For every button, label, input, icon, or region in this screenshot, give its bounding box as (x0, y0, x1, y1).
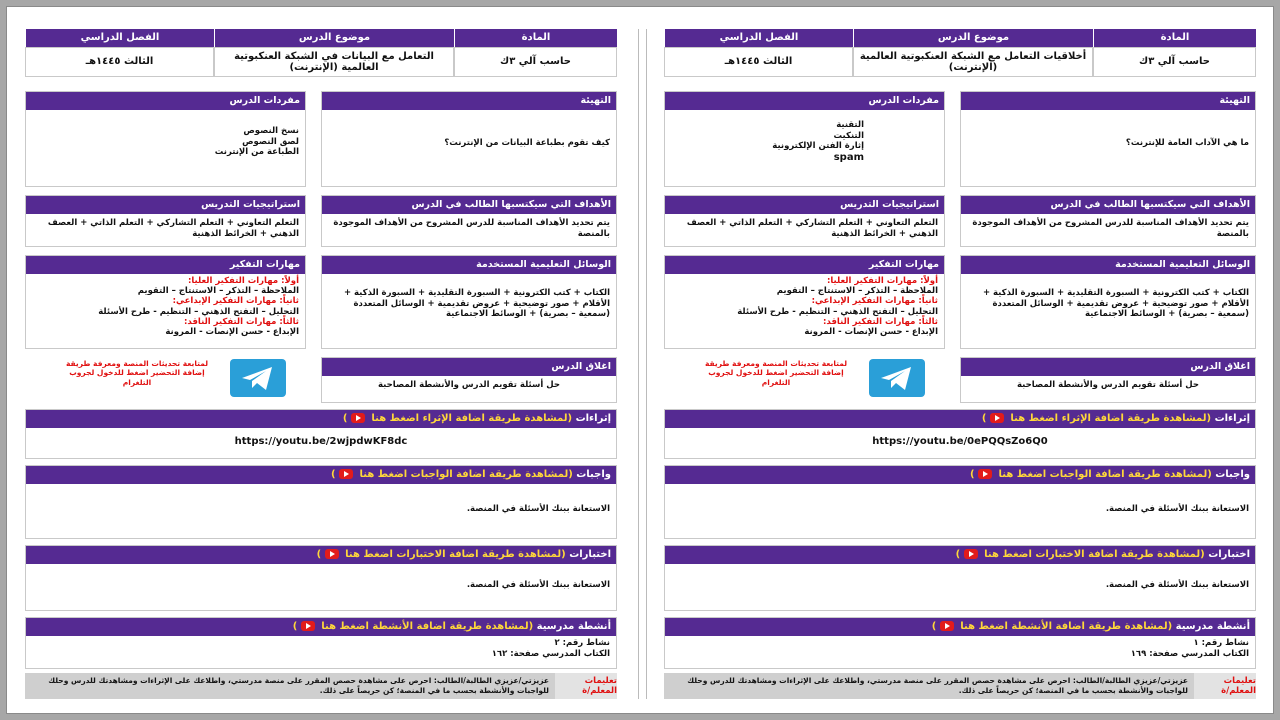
enrichment-box (664, 409, 1256, 459)
subject-header: المادة (454, 29, 617, 47)
aids-title: الوسائل التعليمية المستخدمة (322, 256, 616, 274)
objectives-title: الأهداف التي سيكتسبها الطالب في الدرس (961, 196, 1255, 214)
youtube-icon[interactable] (301, 621, 315, 631)
topic-value: أخلاقيات التعامل مع الشبكة العنكبوتية العالمية (الإنترنت) (853, 47, 1093, 77)
thinking-text (665, 274, 944, 341)
thinking-text (26, 274, 305, 341)
homework-link[interactable]: (لمشاهدة طريقة اضافة الواجبات اضغط هنا (998, 469, 1212, 480)
closing-box (321, 357, 617, 403)
thinking-box (664, 255, 945, 349)
activities-title: أنشطة مدرسية (لمشاهدة طريقة اضافة الأنشطة اضغط هنا ) (665, 618, 1255, 636)
thinking-line: التحليل – التفتح الذهني – التنظيم - طرح الأسئلة (737, 306, 938, 317)
tests-box (664, 545, 1256, 611)
thinking-heading: ثانياً: مهارات التفكير الإبداعي: (172, 296, 299, 307)
strategies-title: استراتيجيات التدريس (665, 196, 944, 214)
enrichment-title: إثراءات (لمشاهدة طريقة اضافة الإثراء اضغط هنا ) (665, 410, 1255, 428)
youtube-icon[interactable] (964, 549, 978, 559)
vocab-item: التنكيت (833, 130, 864, 141)
homework-label: واجبات (1215, 469, 1250, 480)
teacher-notes-label: تعليمات المعلم/ة (1194, 673, 1256, 699)
teacher-notes-text: عزيزتي/عزيزي الطالبة/الطالب: احرص على مشاهدة حصص المقرر على منصة مدرستي، واطلاعك على الإثراءات ومشاهدتك للدرس وحلك للواجبات والأنشطة بحسب ما في المنصة؛ كن حريصاً على ذلك. (664, 673, 1194, 699)
vocab-item: الطباعة من الإنترنت (214, 147, 299, 158)
tests-text: الاستعانة ببنك الأسئلة في المنصة. (1105, 580, 1249, 590)
warmup-box (321, 91, 617, 187)
strategies-text: التعلم التعاوني + التعلم التشاركي + التعلم الذاتي + العصف الذهني + الخرائط الذهنية (686, 218, 938, 239)
thinking-heading: أولاً: مهارات التفكير العليا: (187, 276, 299, 286)
lesson-page-left (25, 29, 617, 699)
vocab-item: نسخ النصوص (243, 126, 299, 136)
teacher-notes-text: عزيزتي/عزيزي الطالبة/الطالب: احرص على مشاهدة حصص المقرر على منصة مدرستي، واطلاعك على الإثراءات ومشاهدتك للدرس وحلك للواجبات والأنشطة بحسب ما في المنصة؛ كن حريصاً على ذلك. (25, 673, 555, 699)
thinking-heading: ثانياً: مهارات التفكير الإبداعي: (811, 296, 938, 307)
activity-number: نشاط رقم: ٢ (554, 638, 610, 648)
vocab-list (26, 110, 305, 162)
homework-title: واجبات (لمشاهدة طريقة اضافة الواجبات اضغط هنا ) (26, 466, 616, 484)
activities-text (26, 636, 616, 663)
header-row (664, 29, 1256, 47)
subject-value: حاسب آلي ٣ك (1093, 47, 1256, 77)
header-values (664, 47, 1256, 77)
homework-text: الاستعانة ببنك الأسئلة في المنصة. (1105, 504, 1249, 514)
semester-header: الفصل الدراسي (25, 29, 214, 47)
thinking-title: مهارات التفكير (665, 256, 944, 274)
strategies-box (664, 195, 945, 247)
objectives-box (321, 195, 617, 247)
header-row (25, 29, 617, 47)
document-frame (6, 6, 1274, 714)
aids-text: الكتاب + كتب الكترونية + السبورة التقليدية + السبورة الذكية + الأقلام + صور توضيحية + عروض تقديمية + الوسائل المتعددة (سمعية – بصرية) + الوسائط الاجتماعية (343, 288, 610, 320)
teacher-notes (25, 673, 617, 699)
enrichment-title: إثراءات (لمشاهدة طريقة اضافة الإثراء اضغط هنا ) (26, 410, 616, 428)
homework-text: الاستعانة ببنك الأسئلة في المنصة. (466, 504, 610, 514)
activities-box (25, 617, 617, 669)
thinking-line: الإبداع - حسن الإنصات - المرونة (165, 326, 299, 337)
closing-text: حل أسئلة تقويم الدرس والأنشطة المصاحبة (1017, 380, 1199, 390)
thinking-line: التحليل – التفتح الذهني – التنظيم - طرح الأسئلة (98, 306, 299, 317)
thinking-line: الإبداع - حسن الإنصات - المرونة (804, 326, 938, 337)
vocab-item: spam (833, 151, 864, 163)
closing-title: اغلاق الدرس (322, 358, 616, 376)
telegram-icon[interactable] (869, 359, 925, 397)
vocab-title: مفردات الدرس (26, 92, 305, 110)
enrichment-link[interactable]: (لمشاهدة طريقة اضافة الإثراء اضغط هنا (1010, 413, 1212, 424)
activities-label: أنشطة مدرسية (1175, 621, 1250, 632)
homework-title: واجبات (لمشاهدة طريقة اضافة الواجبات اضغط هنا ) (665, 466, 1255, 484)
lesson-page-right (664, 29, 1256, 699)
tests-label: اختبارات (569, 549, 611, 560)
topic-header: موضوع الدرس (214, 29, 454, 47)
aids-title: الوسائل التعليمية المستخدمة (961, 256, 1255, 274)
enrichment-label: إثراءات (575, 413, 611, 424)
page-divider (646, 29, 647, 699)
activity-number: نشاط رقم: ١ (1193, 638, 1249, 648)
strategies-text: التعلم التعاوني + التعلم التشاركي + التعلم الذاتي + العصف الذهني + الخرائط الذهنية (47, 218, 299, 239)
youtube-icon[interactable] (339, 469, 353, 479)
youtube-icon[interactable] (351, 413, 365, 423)
activities-label: أنشطة مدرسية (536, 621, 611, 632)
topic-header: موضوع الدرس (853, 29, 1093, 47)
warmup-title: التهيئة (322, 92, 616, 110)
thinking-box (25, 255, 306, 349)
tests-label: اختبارات (1208, 549, 1250, 560)
vocab-item: التقنية (836, 120, 864, 130)
teacher-notes-label: تعليمات المعلم/ة (555, 673, 617, 699)
activities-text (665, 636, 1255, 663)
youtube-icon[interactable] (940, 621, 954, 631)
activities-title: أنشطة مدرسية (لمشاهدة طريقة اضافة الأنشطة اضغط هنا ) (26, 618, 616, 636)
objectives-box (960, 195, 1256, 247)
enrichment-box (25, 409, 617, 459)
homework-box (664, 465, 1256, 539)
youtube-icon[interactable] (325, 549, 339, 559)
thinking-heading: أولاً: مهارات التفكير العليا: (826, 276, 938, 286)
tests-title: اختبارات (لمشاهدة طريقة اضافة الاختبارات اضغط هنا ) (665, 546, 1255, 564)
objectives-text: يتم تحديد الأهداف المناسبة للدرس المشروح من الأهداف الموجودة بالمنصة (972, 218, 1249, 239)
vocab-box (25, 91, 306, 187)
tests-text: الاستعانة ببنك الأسئلة في المنصة. (466, 580, 610, 590)
closing-title: اغلاق الدرس (961, 358, 1255, 376)
youtube-icon[interactable] (990, 413, 1004, 423)
activities-link[interactable]: (لمشاهدة طريقة اضافة الأنشطة اضغط هنا (960, 621, 1173, 632)
telegram-text[interactable]: لمتابعة تحديثات المنصة ومعرفة طريقة إضافة التحضير اضغط للدخول لجروب التلغرام (65, 359, 209, 387)
closing-text: حل أسئلة تقويم الدرس والأنشطة المصاحبة (378, 380, 560, 390)
tests-link[interactable]: (لمشاهدة طريقة اضافة الاختبارات اضغط هنا (984, 549, 1205, 560)
homework-label: واجبات (576, 469, 611, 480)
tests-title: اختبارات (لمشاهدة طريقة اضافة الاختبارات اضغط هنا ) (26, 546, 616, 564)
strategies-title: استراتيجيات التدريس (26, 196, 305, 214)
tests-link[interactable]: (لمشاهدة طريقة اضافة الاختبارات اضغط هنا (345, 549, 566, 560)
objectives-text: يتم تحديد الأهداف المناسبة للدرس المشروح من الأهداف الموجودة بالمنصة (333, 218, 610, 239)
topic-value: التعامل مع البيانات في الشبكة العنكبوتية العالمية (الإنترنت) (214, 47, 454, 77)
header-values (25, 47, 617, 77)
thinking-heading: ثالثاً: مهارات التفكير الناقد: (184, 316, 299, 327)
semester-value: الثالث ١٤٤٥هـ (664, 47, 853, 77)
enrichment-label: إثراءات (1214, 413, 1250, 424)
thinking-line: الملاحظة – التذكر – الاستنتاج – التقويم (137, 286, 299, 297)
vocab-title: مفردات الدرس (665, 92, 944, 110)
enrichment-link[interactable]: (لمشاهدة طريقة اضافة الإثراء اضغط هنا (371, 413, 573, 424)
vocab-list (665, 110, 944, 168)
thinking-title: مهارات التفكير (26, 256, 305, 274)
closing-box (960, 357, 1256, 403)
subject-value: حاسب آلي ٣ك (454, 47, 617, 77)
page-divider (638, 29, 639, 699)
thinking-heading: ثالثاً: مهارات التفكير الناقد: (823, 316, 938, 327)
enrichment-url[interactable]: https://youtu.be/2wjpdwKF8dc (234, 436, 408, 447)
semester-header: الفصل الدراسي (664, 29, 853, 47)
tests-box (25, 545, 617, 611)
vocab-item: إثارة الفتن الإلكترونية (772, 141, 864, 152)
youtube-icon[interactable] (978, 469, 992, 479)
warmup-text: ما هي الآداب العامة للإنترنت؟ (1125, 138, 1249, 148)
aids-text: الكتاب + كتب الكترونية + السبورة التقليدية + السبورة الذكية + الأقلام + صور توضيحية + عروض تقديمية + الوسائل المتعددة (سمعية – بصرية) + الوسائط الاجتماعية (982, 288, 1249, 320)
subject-header: المادة (1093, 29, 1256, 47)
activities-link[interactable]: (لمشاهدة طريقة اضافة الأنشطة اضغط هنا (321, 621, 534, 632)
warmup-text: كيف تقوم بطباعة البيانات من الإنترنت؟ (444, 138, 610, 148)
vocab-item: لصق النصوص (242, 136, 299, 147)
thinking-line: الملاحظة – التذكر – الاستنتاج – التقويم (776, 286, 938, 297)
telegram-icon[interactable] (230, 359, 286, 397)
homework-link[interactable]: (لمشاهدة طريقة اضافة الواجبات اضغط هنا (359, 469, 573, 480)
semester-value: الثالث ١٤٤٥هـ (25, 47, 214, 77)
aids-box (321, 255, 617, 349)
homework-box (25, 465, 617, 539)
activities-box (664, 617, 1256, 669)
teacher-notes (664, 673, 1256, 699)
telegram-text[interactable]: لمتابعة تحديثات المنصة ومعرفة طريقة إضافة التحضير اضغط للدخول لجروب التلغرام (704, 359, 848, 387)
book-page: الكتاب المدرسي صفحة: ١٦٩ (1130, 648, 1249, 659)
vocab-box (664, 91, 945, 187)
warmup-box (960, 91, 1256, 187)
enrichment-url[interactable]: https://youtu.be/0ePQQsZo6Q0 (872, 436, 1048, 447)
objectives-title: الأهداف التي سيكتسبها الطالب في الدرس (322, 196, 616, 214)
strategies-box (25, 195, 306, 247)
book-page: الكتاب المدرسي صفحة: ١٦٢ (491, 648, 610, 659)
warmup-title: التهيئة (961, 92, 1255, 110)
aids-box (960, 255, 1256, 349)
